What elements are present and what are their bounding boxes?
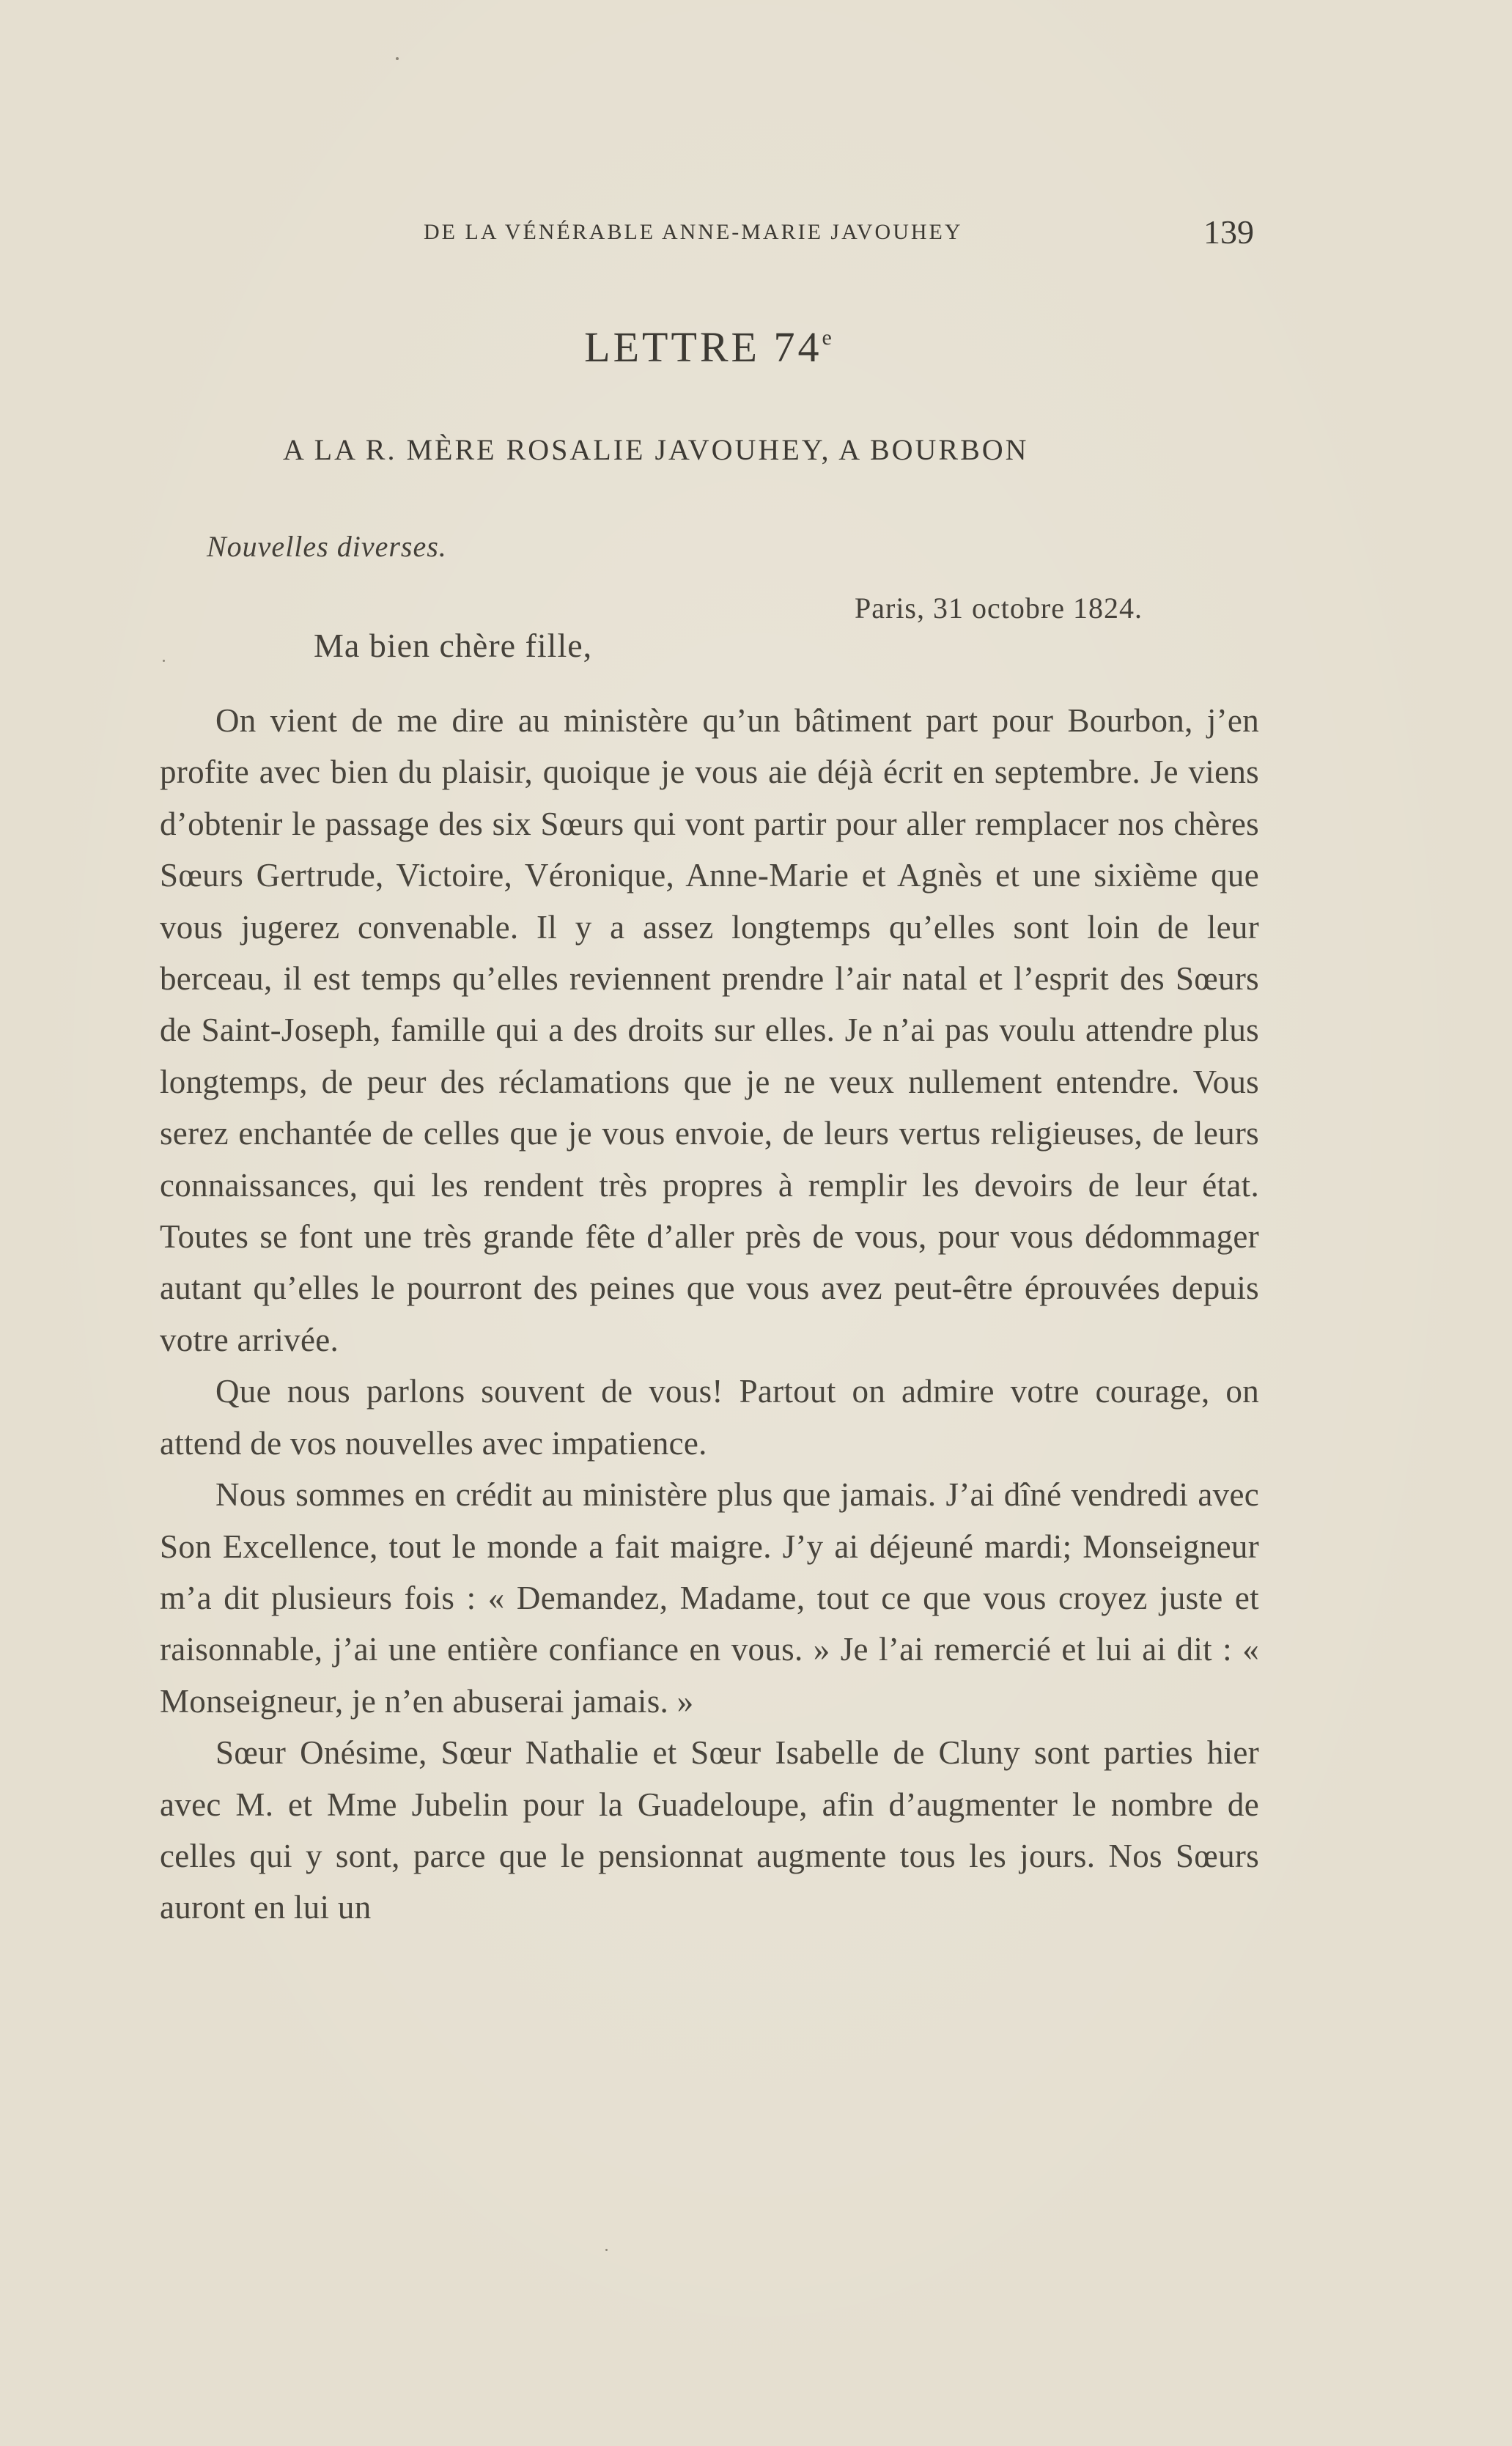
paper-speck — [396, 57, 399, 60]
letter-summary: Nouvelles diverses. — [207, 530, 447, 563]
letter-title-suffix: e — [822, 325, 832, 350]
letter-dateline: Paris, 31 octobre 1824. — [855, 592, 1143, 625]
letter-addressee: A LA R. MÈRE ROSALIE JAVOUHEY, A BOURBON — [283, 433, 1029, 466]
letter-salutation: Ma bien chère fille, — [314, 627, 593, 664]
letter-title — [0, 323, 1416, 372]
running-title: DE LA VÉNÉRABLE ANNE-MARIE JAVOUHEY — [424, 220, 963, 244]
paragraph: On vient de me dire au ministère qu’un bâtiment part pour Bourbon, j’en profite avec bien du plaisir, quoique je vous aie déjà écrit en septembre. Je viens d’obtenir le passage des six Sœurs qui vont partir pour aller remplacer nos chères Sœurs Gertrude, Victoire, Véronique, Anne-Marie et Agnès et une sixième que vous jugerez convenable. Il y a assez longtemps qu’elles sont loin de leur berceau, il est temps qu’elles reviennent prendre l’air natal et l’esprit des Sœurs de Saint-Joseph, famille qui a des droits sur elles. Je n’ai pas voulu attendre plus longtemps, de peur des réclamations que je ne veux nullement entendre. Vous serez enchantée de celles que je vous envoie, de leurs vertus religieuses, de leurs connaissances, qui les rendent très propres à remplir les devoirs de leur état. Toutes se font une très grande fête d’aller près de vous, pour vous dédommager autant qu’elles le pourront des peines que vous avez peut-être éprouvées depuis votre arrivée. — [160, 702, 1259, 1358]
paper-speck — [163, 660, 165, 662]
letter-title-text: LETTRE 74 — [584, 323, 822, 371]
paragraph: Que nous parlons souvent de vous! Partout on admire votre courage, on attend de vos nouvelles avec impatience. — [160, 1373, 1259, 1462]
letter-body — [160, 695, 1259, 1934]
paragraph: Sœur Onésime, Sœur Nathalie et Sœur Isabelle de Cluny sont parties hier avec M. et Mme Jubelin pour la Guadeloupe, afin d’augmenter le nombre de celles qui y sont, parce que le pensionnat augmente tous les jours. Nos Sœurs auront en lui un — [160, 1734, 1259, 1926]
paper-speck — [605, 2249, 608, 2251]
page-number: 139 — [1203, 213, 1254, 251]
paragraph: Nous sommes en crédit au ministère plus que jamais. J’ai dîné vendredi avec Son Excellence, tout le monde a fait maigre. J’y ai déjeuné mardi; Monseigneur m’a dit plusieurs fois : « Demandez, Madame, tout ce que vous croyez juste et raisonnable, j’ai une entière confiance en vous. » Je l’ai remercié et lui ai dit : « Monseigneur, je n’en abuserai jamais. » — [160, 1476, 1259, 1720]
